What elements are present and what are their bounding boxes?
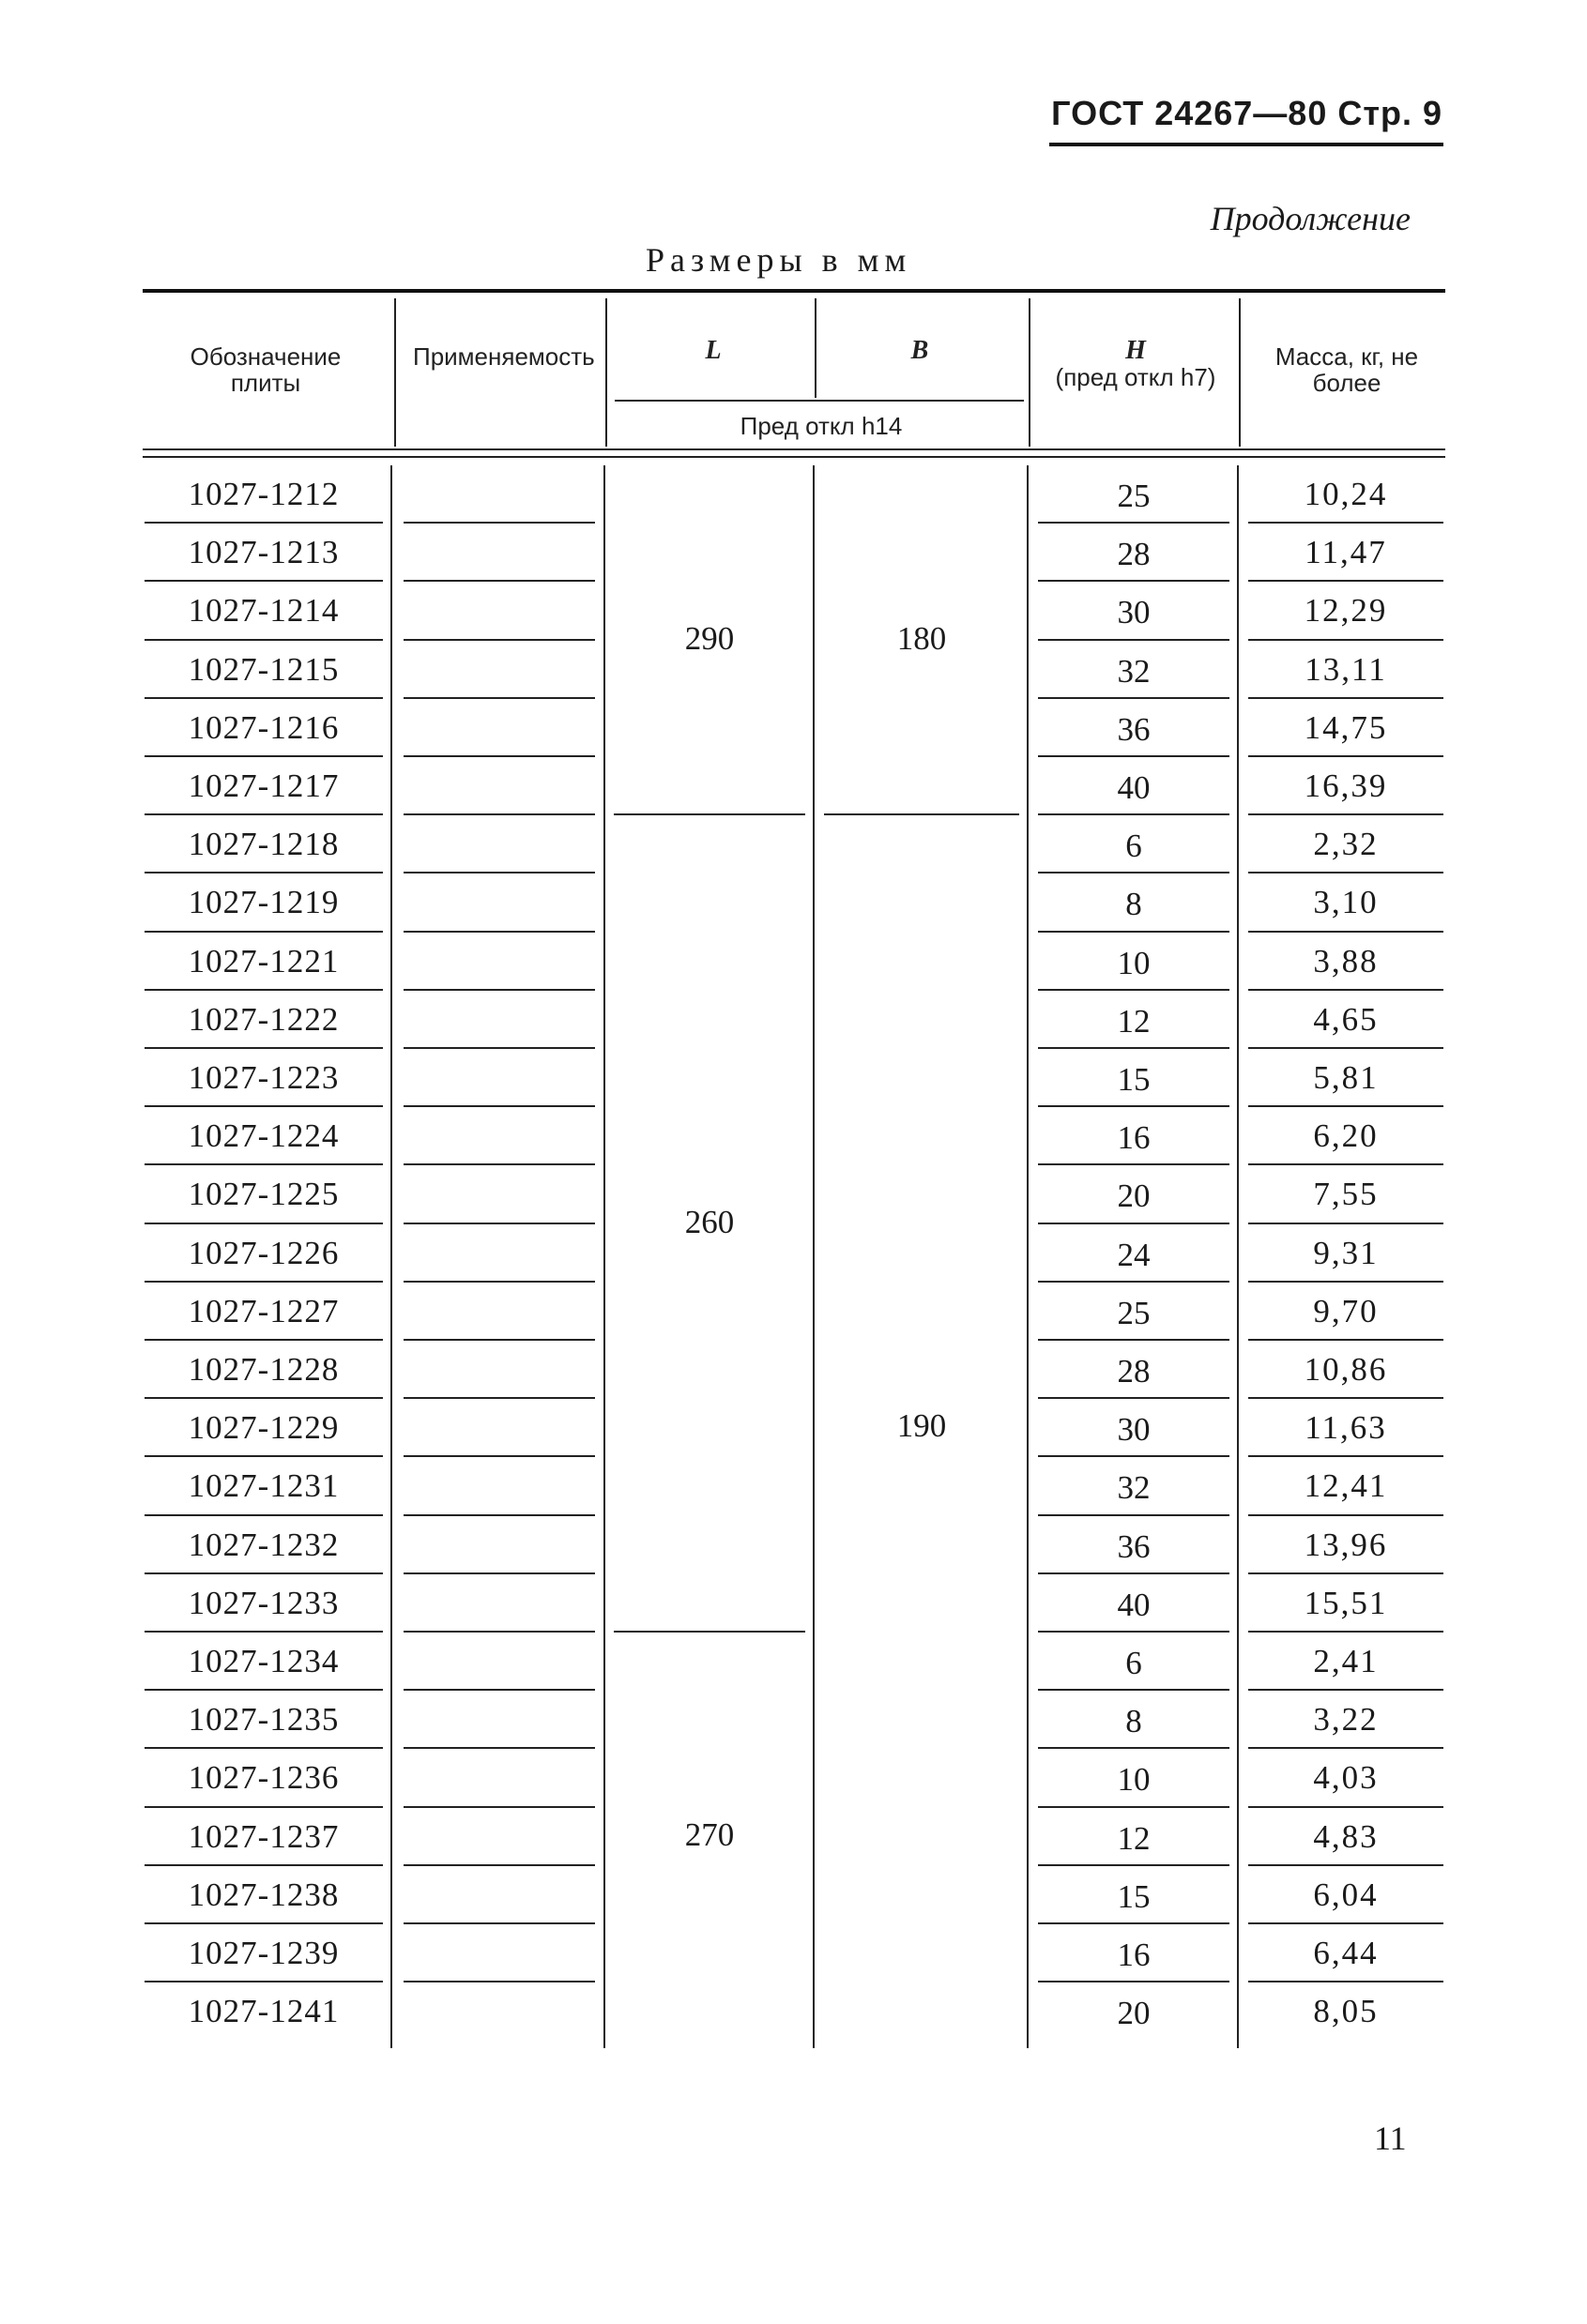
height-value: 10 (1117, 1761, 1151, 1799)
row-rule (1038, 1572, 1229, 1574)
header-divider (605, 298, 607, 447)
row-rule (1038, 1981, 1229, 1982)
mass-value: 14,75 (1304, 708, 1388, 746)
column-divider (813, 465, 815, 2048)
group-rule (824, 813, 1019, 815)
row-rule (404, 580, 595, 582)
plate-code: 1027-1232 (188, 1526, 340, 1563)
plate-code: 1027-1218 (188, 826, 340, 863)
row-rule (404, 1514, 595, 1516)
row-rule (1038, 1455, 1229, 1457)
height-value: 16 (1117, 1119, 1151, 1157)
mass-value: 4,65 (1313, 1000, 1379, 1038)
mass-value: 10,24 (1304, 476, 1388, 512)
mass-value: 3,88 (1313, 942, 1379, 980)
mass-value: 6,44 (1313, 1935, 1379, 1971)
plate-code: 1027-1238 (188, 1876, 340, 1913)
plate-code: 1027-1222 (188, 1000, 340, 1038)
mass-value: 4,03 (1313, 1759, 1379, 1797)
height-value: 40 (1117, 1586, 1151, 1623)
width-B-value: 190 (896, 1407, 947, 1445)
row-rule (404, 931, 595, 933)
height-value: 12 (1117, 1002, 1151, 1040)
row-rule (1038, 1105, 1229, 1107)
mass-value: 12,41 (1304, 1467, 1388, 1505)
height-value: 8 (1125, 886, 1142, 923)
plate-code: 1027-1214 (188, 592, 340, 630)
row-rule (404, 1455, 595, 1457)
row-rule (1038, 697, 1229, 699)
row-rule (404, 1339, 595, 1341)
row-rule (1038, 1397, 1229, 1399)
plate-code: 1027-1212 (188, 476, 340, 512)
mass-value: 11,63 (1305, 1409, 1387, 1447)
column-divider (1237, 465, 1239, 2048)
height-value: 30 (1117, 1411, 1151, 1449)
length-L-value: 260 (684, 1203, 735, 1240)
row-rule (1038, 522, 1229, 524)
row-rule (404, 1281, 595, 1283)
row-rule (1038, 580, 1229, 582)
row-rule (404, 1689, 595, 1691)
row-rule (1038, 1163, 1229, 1165)
row-rule (404, 1047, 595, 1049)
height-value: 24 (1117, 1236, 1151, 1273)
height-value: 28 (1117, 1353, 1151, 1390)
row-rule (1038, 1631, 1229, 1633)
row-rule (1038, 1339, 1229, 1341)
plate-code: 1027-1239 (188, 1935, 340, 1971)
height-value: 30 (1117, 594, 1151, 631)
mass-value: 10,86 (1304, 1351, 1388, 1388)
plate-code: 1027-1231 (188, 1467, 340, 1505)
group-rule (614, 813, 805, 815)
width-B-value: 180 (896, 619, 947, 657)
mass-value: 4,83 (1313, 1817, 1379, 1855)
row-rule (404, 1747, 595, 1749)
plate-code: 1027-1213 (188, 534, 340, 571)
row-rule (404, 989, 595, 991)
mass-value: 3,22 (1313, 1701, 1379, 1739)
row-rule (404, 1105, 595, 1107)
plate-code: 1027-1229 (188, 1409, 340, 1447)
height-value: 36 (1117, 1527, 1151, 1565)
row-rule (404, 1922, 595, 1924)
row-rule (1038, 1514, 1229, 1516)
row-rule (1038, 755, 1229, 757)
H-header: H (1125, 336, 1146, 365)
table-top-rule (143, 289, 1445, 293)
height-value: 8 (1125, 1703, 1142, 1740)
mass-value: 15,51 (1304, 1584, 1388, 1621)
continuation-label: Продолжение (1210, 200, 1411, 237)
plate-code: 1027-1233 (188, 1584, 340, 1621)
row-rule (404, 639, 595, 641)
row-rule (404, 1864, 595, 1866)
row-rule (404, 1223, 595, 1224)
applicability-header: Применяемость (413, 342, 595, 371)
row-rule (404, 1981, 595, 1982)
row-rule (404, 1631, 595, 1633)
mass-value: 16,39 (1304, 767, 1388, 804)
header-divider (815, 298, 816, 398)
row-rule (1038, 639, 1229, 641)
plate-code: 1027-1217 (188, 767, 340, 804)
length-L-value: 290 (684, 619, 735, 657)
plate-code: 1027-1216 (188, 708, 340, 746)
L-header: L (705, 336, 722, 365)
height-value: 40 (1117, 769, 1151, 806)
plate-code: 1027-1236 (188, 1759, 340, 1797)
group-rule (614, 1631, 805, 1633)
header-divider (1029, 298, 1030, 447)
height-value: 25 (1117, 1294, 1151, 1331)
page-number: 11 (1374, 2119, 1407, 2157)
plate-code: 1027-1234 (188, 1643, 340, 1679)
plate-code: 1027-1215 (188, 650, 340, 688)
height-value: 15 (1117, 1877, 1151, 1915)
mass-value: 9,31 (1313, 1234, 1379, 1271)
row-rule (404, 755, 595, 757)
row-rule (1038, 872, 1229, 873)
mass-value: 6,20 (1313, 1117, 1379, 1155)
height-value: 36 (1117, 710, 1151, 748)
plate-code: 1027-1235 (188, 1701, 340, 1739)
height-value: 20 (1117, 1177, 1151, 1215)
row-rule (404, 697, 595, 699)
mass-value: 2,32 (1313, 826, 1379, 863)
row-rule (1038, 1281, 1229, 1283)
plate-code: 1027-1224 (188, 1117, 340, 1155)
column-divider (390, 465, 392, 2048)
mass-value: 5,81 (1313, 1059, 1379, 1096)
mass-value: 7,55 (1313, 1176, 1379, 1213)
units-caption: Размеры в мм (646, 241, 912, 279)
row-rule (404, 1806, 595, 1808)
mass-value: 8,05 (1313, 1993, 1379, 2030)
row-rule (1038, 1864, 1229, 1866)
H-tolerance-header: (пред откл h7) (1055, 363, 1216, 391)
height-value: 10 (1117, 944, 1151, 981)
plate-code: 1027-1241 (188, 1993, 340, 2030)
plate-code: 1027-1227 (188, 1292, 340, 1329)
mass-value: 3,10 (1313, 884, 1379, 921)
header-divider (394, 298, 396, 447)
row-rule (404, 1572, 595, 1574)
row-rule (1038, 1922, 1229, 1924)
mass-value: 12,29 (1304, 592, 1388, 630)
height-value: 6 (1125, 1645, 1142, 1681)
height-value: 6 (1125, 828, 1142, 865)
row-rule (404, 1163, 595, 1165)
plate-code: 1027-1219 (188, 884, 340, 921)
column-divider (603, 465, 605, 2048)
row-rule (1038, 1689, 1229, 1691)
header-rule (1049, 143, 1443, 146)
mass-value: 13,96 (1304, 1526, 1388, 1563)
row-rule (1038, 931, 1229, 933)
height-value: 15 (1117, 1061, 1151, 1098)
height-value: 32 (1117, 1469, 1151, 1507)
length-L-value: 270 (684, 1815, 735, 1853)
row-rule (1038, 1223, 1229, 1224)
height-value: 16 (1117, 1937, 1151, 1973)
row-rule (404, 813, 595, 815)
mass-value: 9,70 (1313, 1292, 1379, 1329)
header-bottom-rule (143, 448, 1445, 450)
mass-value: 2,41 (1313, 1643, 1379, 1679)
column-divider (1027, 465, 1029, 2048)
height-value: 12 (1117, 1819, 1151, 1857)
row-rule (404, 1397, 595, 1399)
mass-value: 6,04 (1313, 1876, 1379, 1913)
row-rule (1038, 1047, 1229, 1049)
designation-header: Обозначение плиты (190, 342, 342, 397)
tolerance-rule (615, 400, 1024, 402)
header-bottom-rule (143, 456, 1445, 458)
plate-code: 1027-1228 (188, 1351, 340, 1388)
mass-value: 11,47 (1305, 534, 1387, 571)
height-value: 28 (1117, 536, 1151, 573)
B-header: B (910, 336, 929, 365)
row-rule (1038, 813, 1229, 815)
row-rule (1038, 989, 1229, 991)
header-divider (1239, 298, 1241, 447)
height-value: 25 (1117, 478, 1151, 514)
plate-code: 1027-1226 (188, 1234, 340, 1271)
gost-header: ГОСТ 24267—80 Стр. 9 (1051, 94, 1442, 132)
row-rule (1038, 1806, 1229, 1808)
plate-code: 1027-1223 (188, 1059, 340, 1096)
plate-code: 1027-1221 (188, 942, 340, 980)
mass-value: 13,11 (1305, 650, 1387, 688)
plate-code: 1027-1225 (188, 1176, 340, 1213)
height-value: 32 (1117, 652, 1151, 690)
row-rule (404, 522, 595, 524)
mass-header: Масса, кг, не более (1274, 342, 1419, 397)
row-rule (1038, 1747, 1229, 1749)
tolerance-h14-header: Пред откл h14 (740, 412, 903, 440)
height-value: 20 (1117, 1995, 1151, 2032)
plate-code: 1027-1237 (188, 1817, 340, 1855)
row-rule (404, 872, 595, 873)
